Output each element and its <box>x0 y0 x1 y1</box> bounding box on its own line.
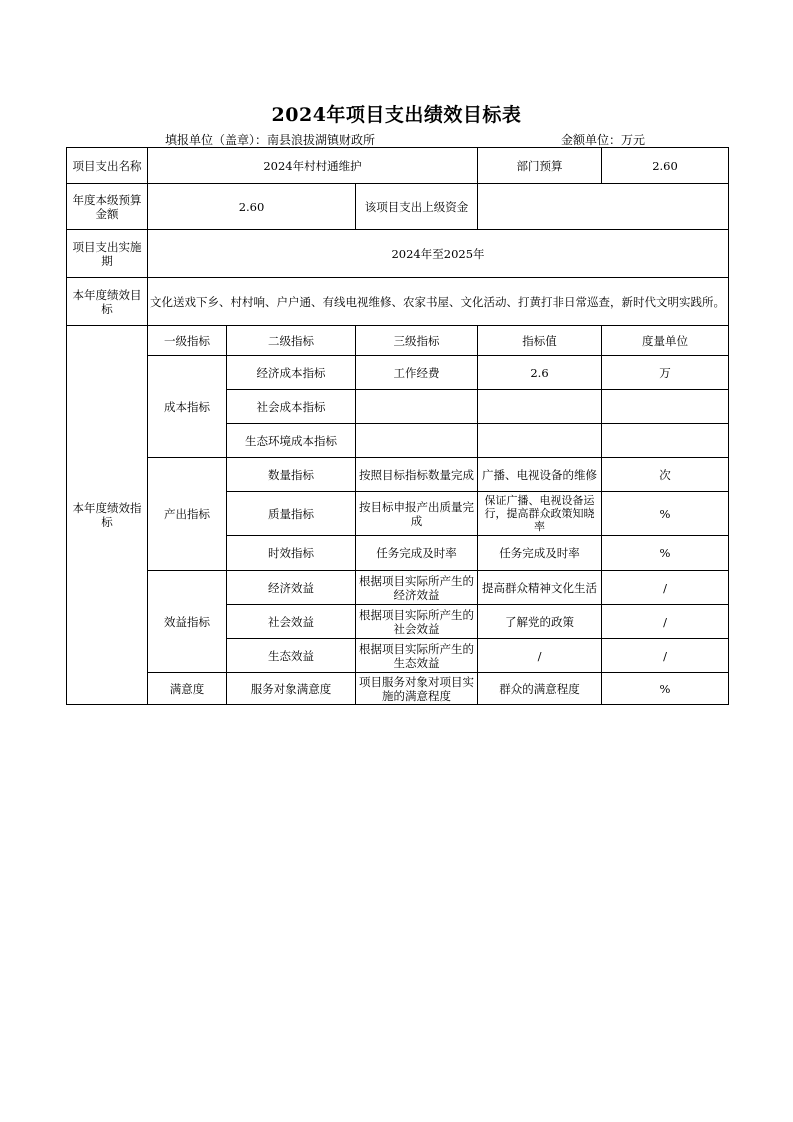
value-cell: / <box>478 639 602 673</box>
goal-label: 本年度绩效目标 <box>67 278 148 326</box>
level1-cost: 成本指标 <box>148 356 227 458</box>
level3-cell: 按目标申报产出质量完成 <box>356 492 478 536</box>
indicators-section-label: 本年度绩效指标 <box>67 326 148 705</box>
reporting-unit: 填报单位（盖章）：南县浪拔湖镇财政所 <box>165 133 376 147</box>
level2-cell: 生态环境成本指标 <box>227 424 356 458</box>
unit-cell: % <box>602 673 729 705</box>
column-header: 度量单位 <box>602 326 729 356</box>
level3-cell: 项目服务对象对项目实施的满意程度 <box>356 673 478 705</box>
value-cell: 任务完成及时率 <box>478 536 602 571</box>
unit-cell: / <box>602 571 729 605</box>
column-header: 二级指标 <box>227 326 356 356</box>
level2-cell: 社会成本指标 <box>227 390 356 424</box>
level2-cell: 社会效益 <box>227 605 356 639</box>
unit-cell <box>602 390 729 424</box>
performance-table <box>66 147 729 705</box>
level2-cell: 时效指标 <box>227 536 356 571</box>
level3-cell <box>356 390 478 424</box>
unit-cell: / <box>602 639 729 673</box>
level2-cell: 数量指标 <box>227 458 356 492</box>
unit-cell: 次 <box>602 458 729 492</box>
value-cell: 保证广播、电视设备运行，提高群众政策知晓率 <box>478 492 602 536</box>
unit-cell: % <box>602 492 729 536</box>
value-cell: 2.6 <box>478 356 602 390</box>
level3-cell: 根据项目实际所产生的生态效益 <box>356 639 478 673</box>
period-value: 2024年至2025年 <box>148 230 729 278</box>
annual-budget-label: 年度本级预算金额 <box>67 184 148 230</box>
level3-cell: 任务完成及时率 <box>356 536 478 571</box>
level3-cell <box>356 424 478 458</box>
value-cell: 提高群众精神文化生活 <box>478 571 602 605</box>
dept-budget-value: 2.60 <box>602 148 729 184</box>
superior-funds-label: 该项目支出上级资金 <box>356 184 478 230</box>
dept-budget-label: 部门预算 <box>478 148 602 184</box>
unit-cell <box>602 424 729 458</box>
value-cell <box>478 390 602 424</box>
column-header: 指标值 <box>478 326 602 356</box>
value-cell: 群众的满意程度 <box>478 673 602 705</box>
period-label: 项目支出实施期 <box>67 230 148 278</box>
level2-cell: 质量指标 <box>227 492 356 536</box>
unit-cell: / <box>602 605 729 639</box>
page-title: 2024年项目支出绩效目标表 <box>271 104 522 126</box>
value-cell <box>478 424 602 458</box>
level3-cell: 根据项目实际所产生的经济效益 <box>356 571 478 605</box>
unit-cell: % <box>602 536 729 571</box>
column-header: 三级指标 <box>356 326 478 356</box>
level2-cell: 经济成本指标 <box>227 356 356 390</box>
level2-cell: 服务对象满意度 <box>227 673 356 705</box>
level1-satisfaction: 满意度 <box>148 673 227 705</box>
project-name-value: 2024年村村通维护 <box>148 148 478 184</box>
value-cell: 了解党的政策 <box>478 605 602 639</box>
superior-funds-value <box>478 184 729 230</box>
unit-cell: 万 <box>602 356 729 390</box>
level3-cell: 按照目标指标数量完成 <box>356 458 478 492</box>
level2-cell: 经济效益 <box>227 571 356 605</box>
value-cell: 广播、电视设备的维修 <box>478 458 602 492</box>
level3-cell: 工作经费 <box>356 356 478 390</box>
goal-text: 文化送戏下乡、村村响、户户通、有线电视维修、农家书屋、文化活动、打黄打非日常巡查，新时代文明实践所。 <box>148 278 729 326</box>
level1-output: 产出指标 <box>148 458 227 571</box>
project-name-label: 项目支出名称 <box>67 148 148 184</box>
level2-cell: 生态效益 <box>227 639 356 673</box>
level1-benefit: 效益指标 <box>148 571 227 673</box>
level3-cell: 根据项目实际所产生的社会效益 <box>356 605 478 639</box>
column-header: 一级指标 <box>148 326 227 356</box>
annual-budget-value: 2.60 <box>148 184 356 230</box>
amount-unit: 金额单位：万元 <box>561 133 646 147</box>
